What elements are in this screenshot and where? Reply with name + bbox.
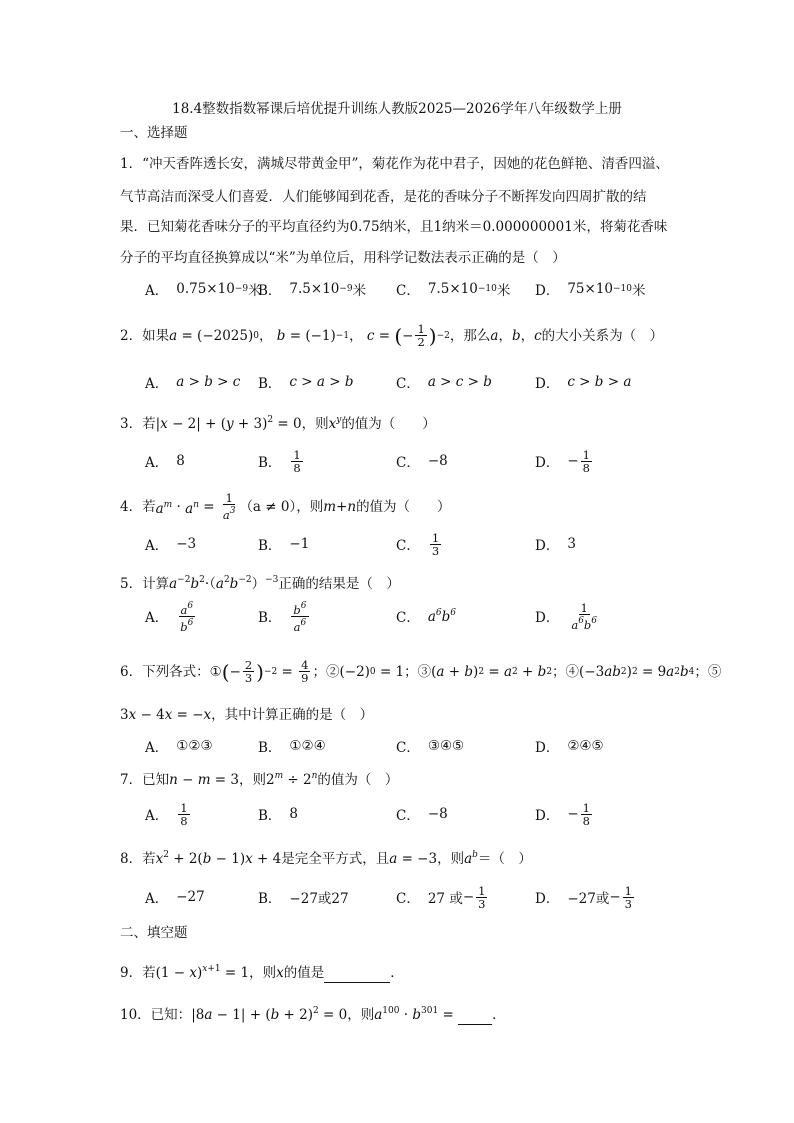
- q5-option-b[interactable]: B． $\frac{b^6}{a^6}$: [258, 600, 307, 634]
- q1-option-b[interactable]: B． 7.5×10 −9 米: [258, 281, 367, 299]
- page-title: 18.4整数指数幂课后培优提升训练人教版2025—2026学年八年级数学上册: [172, 101, 622, 117]
- q2-option-c[interactable]: C． a > c > b: [396, 374, 492, 392]
- q3-option-d[interactable]: D． − $\frac{1}{8}$: [535, 447, 590, 475]
- q8-option-c[interactable]: C． 27 或 − $\frac{1}{3}$: [396, 883, 486, 911]
- q1-option-a[interactable]: A． 0.75×10 −9 米: [145, 281, 262, 299]
- q1-option-c[interactable]: C． 7.5×10 −10 米: [396, 281, 511, 299]
- q6-option-d[interactable]: D． ②④⑤: [535, 738, 604, 756]
- q6-option-b[interactable]: B． ①②④: [258, 738, 326, 756]
- q1-line-3: 果．已知菊花香味分子的平均直径约为0.75纳米，且1纳米＝0.000000001米，将菊花香味: [120, 219, 668, 235]
- q6-line-2: 3x − 4x = −x，其中计算正确的是（ ）: [120, 707, 374, 723]
- q1-line-1: 1．“冲天香阵透长安，满城尽带黄金甲”，菊花作为花中君子，因她的花色鲜艳、清香四溢、: [120, 156, 669, 172]
- q5-option-c[interactable]: C． $a^6b^6$: [396, 607, 457, 626]
- q4-option-c[interactable]: C． $\frac{1}{3}$: [396, 530, 440, 558]
- q8-option-d[interactable]: D． −27或 − $\frac{1}{3}$: [535, 883, 632, 911]
- q10-answer-blank[interactable]: [458, 1006, 492, 1025]
- q5-options: [145, 600, 745, 634]
- q1-line-2: 气节高洁而深受人们喜爱．人们能够闻到花香，是花的香味分子不断挥发向四周扩散的结: [120, 189, 647, 205]
- q6-options: [145, 734, 745, 758]
- q2-option-a[interactable]: A． a > b > c: [145, 374, 241, 392]
- q8-option-b[interactable]: B． −27或27: [258, 891, 349, 907]
- q4-options: [145, 532, 745, 556]
- q4-option-d[interactable]: D． 3: [535, 536, 576, 554]
- q9-answer-blank[interactable]: [324, 964, 390, 983]
- q7-option-c[interactable]: C． −8: [396, 806, 448, 824]
- q2-stem: 2．如果 a = (−2025) 0 ， b = (−1) −1 ， c = ( − $\frac{1}{2}$ ) −2 ，那么 a ， b ， c 的大小关系为（ ）: [120, 322, 664, 349]
- q8-options: [145, 885, 745, 909]
- q5-stem: 5．计算$a^{-2}b^2\cdot(a^2b^{-2})^{-3}$正确的结果是（ ）: [120, 575, 400, 592]
- q4-option-a[interactable]: A． −3: [145, 536, 197, 554]
- q4-option-b[interactable]: B． −1: [258, 536, 310, 554]
- q6-stem: 6．下列各式： ① ( − $\frac{2}{3}$ ) −2 = $\frac{4}{9}$ ；②(−2) 0 = 1；③( a + b ) 2 = a 2 + b 2 ；④(−3 ab 2 ) 2 = 9 a 2 b 4 ；⑤: [120, 658, 722, 685]
- q7-stem: 7．已知n − m = 3，则$2^m \div 2^n$的值为（ ）: [120, 771, 399, 788]
- q5-option-d[interactable]: D． $\frac{1}{a^6b^6}$: [535, 600, 598, 632]
- q3-stem: 3．若$|x - 2| + (y + 3)^2 = 0$，则$x^y$的值为（ ）: [120, 415, 436, 432]
- q1-line-4: 分子的平均直径换算成以“米”为单位后，用科学记数法表示正确的是（ ）: [120, 250, 566, 266]
- q3-options: [145, 449, 745, 473]
- q7-option-a[interactable]: A． $\frac{1}{8}$: [145, 800, 188, 828]
- q5-option-a[interactable]: A． $\frac{a^6}{b^6}$: [145, 600, 194, 634]
- section-choice-heading: 一、选择题: [120, 125, 188, 141]
- q8-stem: 8．若$x^2 + 2(b - 1)x + 4$是完全平方式，且a = −3，则$a^b=$（ ）: [120, 850, 532, 867]
- q1-options: [145, 277, 745, 301]
- q8-option-a[interactable]: A． −27: [145, 889, 205, 907]
- q1-option-d[interactable]: D． 75×10 −10 米: [535, 281, 646, 299]
- q7-option-b[interactable]: B． 8: [258, 806, 299, 824]
- q9-stem: 9．若$(1 - x)^{x+1} = 1$，则x的值是 ．: [120, 964, 404, 981]
- q2-option-b[interactable]: B． c > a > b: [258, 374, 354, 392]
- q2-option-d[interactable]: D． c > b > a: [535, 374, 632, 392]
- q10-stem: 10．已知：$|8a - 1| + (b + 2)^2 = 0$，则$a^{100} \cdot b^{301}$ = ．: [120, 1006, 506, 1023]
- q6-option-c[interactable]: C． ③④⑤: [396, 738, 465, 756]
- q3-option-b[interactable]: B． $\frac{1}{8}$: [258, 447, 301, 475]
- q6-option-a[interactable]: A． ①②③: [145, 738, 213, 756]
- q3-option-a[interactable]: A． 8: [145, 453, 185, 471]
- q3-option-c[interactable]: C． −8: [396, 453, 448, 471]
- q7-option-d[interactable]: D． − $\frac{1}{8}$: [535, 800, 590, 828]
- q7-options: [145, 802, 745, 826]
- q2-options: [145, 370, 745, 394]
- q4-stem: 4．若 $a^m$ · $a^n$ = $\frac{1}{a^3}$ （a ≠ 0），则 m + n 的值为（ ）: [120, 491, 451, 522]
- section-fill-heading: 二、填空题: [120, 925, 188, 941]
